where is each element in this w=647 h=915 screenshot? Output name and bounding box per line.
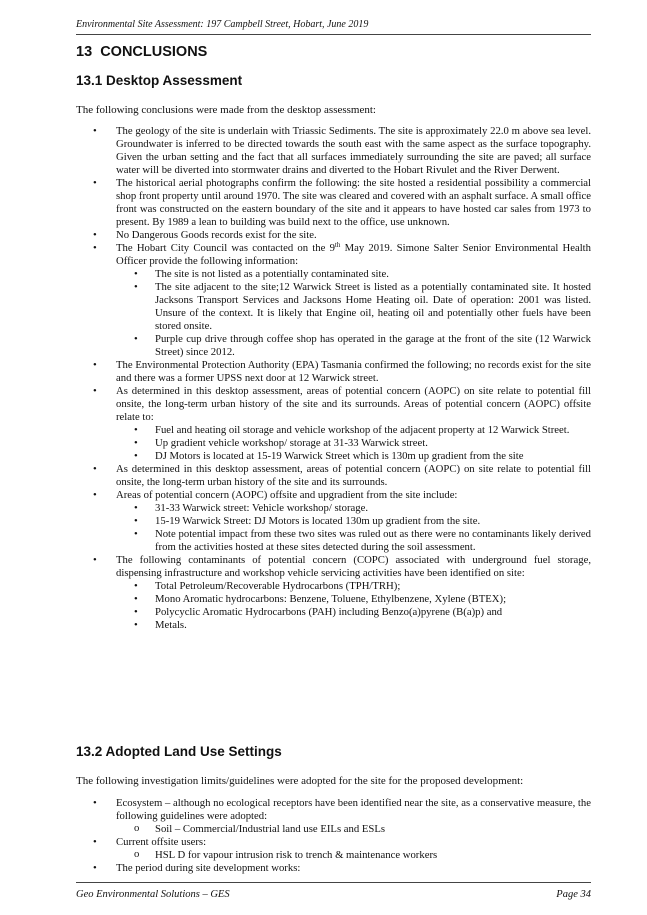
list-item: • The period during site development works: bbox=[76, 862, 591, 875]
footer-divider bbox=[76, 882, 591, 883]
desktop-intro: The following conclusions were made from the desktop assessment: bbox=[76, 104, 376, 116]
list-item: • No Dangerous Goods records exist for the site. bbox=[76, 229, 591, 242]
ordinal-suffix: th bbox=[334, 241, 341, 249]
page-number: Page 34 bbox=[556, 889, 591, 900]
sub-list-item: o Soil – Commercial/Industrial land use EILs and ESLs bbox=[116, 823, 591, 836]
aopc-upgradient-text: Areas of potential concern (AOPC) offsite and upgradient from the site include: bbox=[116, 489, 458, 501]
council-text-end: May 2019. Simone Salter Senior Environmental Health Officer provide the following information: bbox=[116, 242, 591, 267]
list-item bbox=[76, 385, 591, 463]
header-divider bbox=[76, 34, 591, 35]
land-use-heading: 13.2 Adopted Land Use Settings bbox=[76, 744, 282, 759]
offsite-users-sub-list bbox=[116, 849, 591, 862]
land-use-intro: The following investigation limits/guidelines were adopted for the site for the proposed development: bbox=[76, 775, 524, 787]
list-item bbox=[76, 797, 591, 836]
sub-list-item: • The site is not listed as a potentially contaminated site. bbox=[116, 268, 591, 281]
council-info-list bbox=[116, 268, 591, 359]
aopc-upgradient-list bbox=[116, 502, 591, 554]
page-header: Environmental Site Assessment: 197 Campbell Street, Hobart, June 2019 bbox=[76, 19, 369, 30]
sub-list-item: • Polycyclic Aromatic Hydrocarbons (PAH) including Benzo(a)pyrene (B(a)p) and bbox=[116, 606, 591, 619]
copc-list bbox=[116, 580, 591, 632]
sub-list-item: • 15-19 Warwick Street: DJ Motors is located 130m up gradient from the site. bbox=[116, 515, 591, 528]
sub-list-item: o HSL D for vapour intrusion risk to trench & maintenance workers bbox=[116, 849, 591, 862]
list-item: • The Environmental Protection Authority (EPA) Tasmania confirmed the following; no records exist for the site and there was a former UPSS next door at 12 Warwick street. bbox=[76, 359, 591, 385]
desktop-conclusions-list bbox=[76, 125, 591, 632]
list-item bbox=[76, 836, 591, 862]
sub-list-item: • Purple cup drive through coffee shop has operated in the garage at the front of the site (12 Warwick Street) since 2012. bbox=[116, 333, 591, 359]
sub-list-item: • 31-33 Warwick street: Vehicle workshop/ storage. bbox=[116, 502, 591, 515]
list-item: • The geology of the site is underlain with Triassic Sediments. The site is approximately 22.0 m above sea level. Groundwater is inferred to be directed towards the south east with the same aspect as the surface topography. Given the urban setting and the fact that all surfaces immediately surrounding the site are paved; all surface water will be diverted into stormwater drains and diverted to the Hobart Rivulet and the River Derwent. bbox=[76, 125, 591, 177]
list-item: • As determined in this desktop assessment, areas of potential concern (AOPC) on site relate to potential fill onsite, the long-term urban history of the site and its surrounds. bbox=[76, 463, 591, 489]
sub-list-item: • DJ Motors is located at 15-19 Warwick Street which is 130m up gradient from the site bbox=[116, 450, 591, 463]
offsite-users-text: Current offsite users: bbox=[116, 836, 207, 848]
ecosystem-text: Ecosystem – although no ecological receptors have been identified near the site, as a conservative measure, the following guidelines were adopted: bbox=[116, 797, 591, 822]
council-text-start: The Hobart City Council was contacted on the 9 bbox=[116, 242, 335, 254]
aopc-offsite-text: As determined in this desktop assessment, areas of potential concern (AOPC) on site relate to potential fill onsite, the long-term urban history of the site and its surrounds. Areas of potential concern (AOPC) offsite relate to: bbox=[116, 385, 591, 423]
desktop-assessment-heading: 13.1 Desktop Assessment bbox=[76, 73, 243, 88]
list-item: • The historical aerial photographs confirm the following: the site hosted a residential possibility a commercial shop front property until around 1970. The site was cleared and covered with an asphalt surface. A small office front was constructed on the eastern boundary of the site and it appears to have hosted car sales from 1973 to present. By 1989 a lean to building was build next to the office, use unknown. bbox=[76, 177, 591, 229]
list-item bbox=[76, 242, 591, 359]
copc-text: The following contaminants of potential concern (COPC) associated with underground fuel storage, dispensing infrastructure and workshop vehicle servicing activities have been identified on site: bbox=[116, 554, 591, 579]
sub-list-item: • Metals. bbox=[116, 619, 591, 632]
footer-company: Geo Environmental Solutions – GES bbox=[76, 889, 230, 900]
sub-list-item: • Note potential impact from these two sites was ruled out as there were no contaminants likely derived from the activities hosted at these sites detected during the soil assessment. bbox=[116, 528, 591, 554]
sub-list-item: • Mono Aromatic hydrocarbons: Benzene, Toluene, Ethylbenzene, Xylene (BTEX); bbox=[116, 593, 591, 606]
sub-list-item: • Total Petroleum/Recoverable Hydrocarbons (TPH/TRH); bbox=[116, 580, 591, 593]
section-number: 13 bbox=[76, 44, 93, 60]
sub-list-item: • The site adjacent to the site;12 Warwick Street is listed as a potentially contaminated site. It hosted Jacksons Transport Services and Jacksons Home Heating oil. Date of operation: 2001 was listed. Unsure of the context. It is likely that Engine oil, heating oil and potentially other fuels have been stored onsite. bbox=[116, 281, 591, 333]
sub-list-item: • Up gradient vehicle workshop/ storage at 31-33 Warwick street. bbox=[116, 437, 591, 450]
sub-list-item: • Fuel and heating oil storage and vehicle workshop of the adjacent property at 12 Warwick Street. bbox=[116, 424, 591, 437]
list-item bbox=[76, 489, 591, 554]
aopc-offsite-list bbox=[116, 424, 591, 463]
section-title: CONCLUSIONS bbox=[100, 44, 208, 60]
list-item bbox=[76, 554, 591, 632]
ecosystem-sub-list bbox=[116, 823, 591, 836]
land-use-list bbox=[76, 797, 591, 875]
section-heading bbox=[76, 44, 207, 61]
